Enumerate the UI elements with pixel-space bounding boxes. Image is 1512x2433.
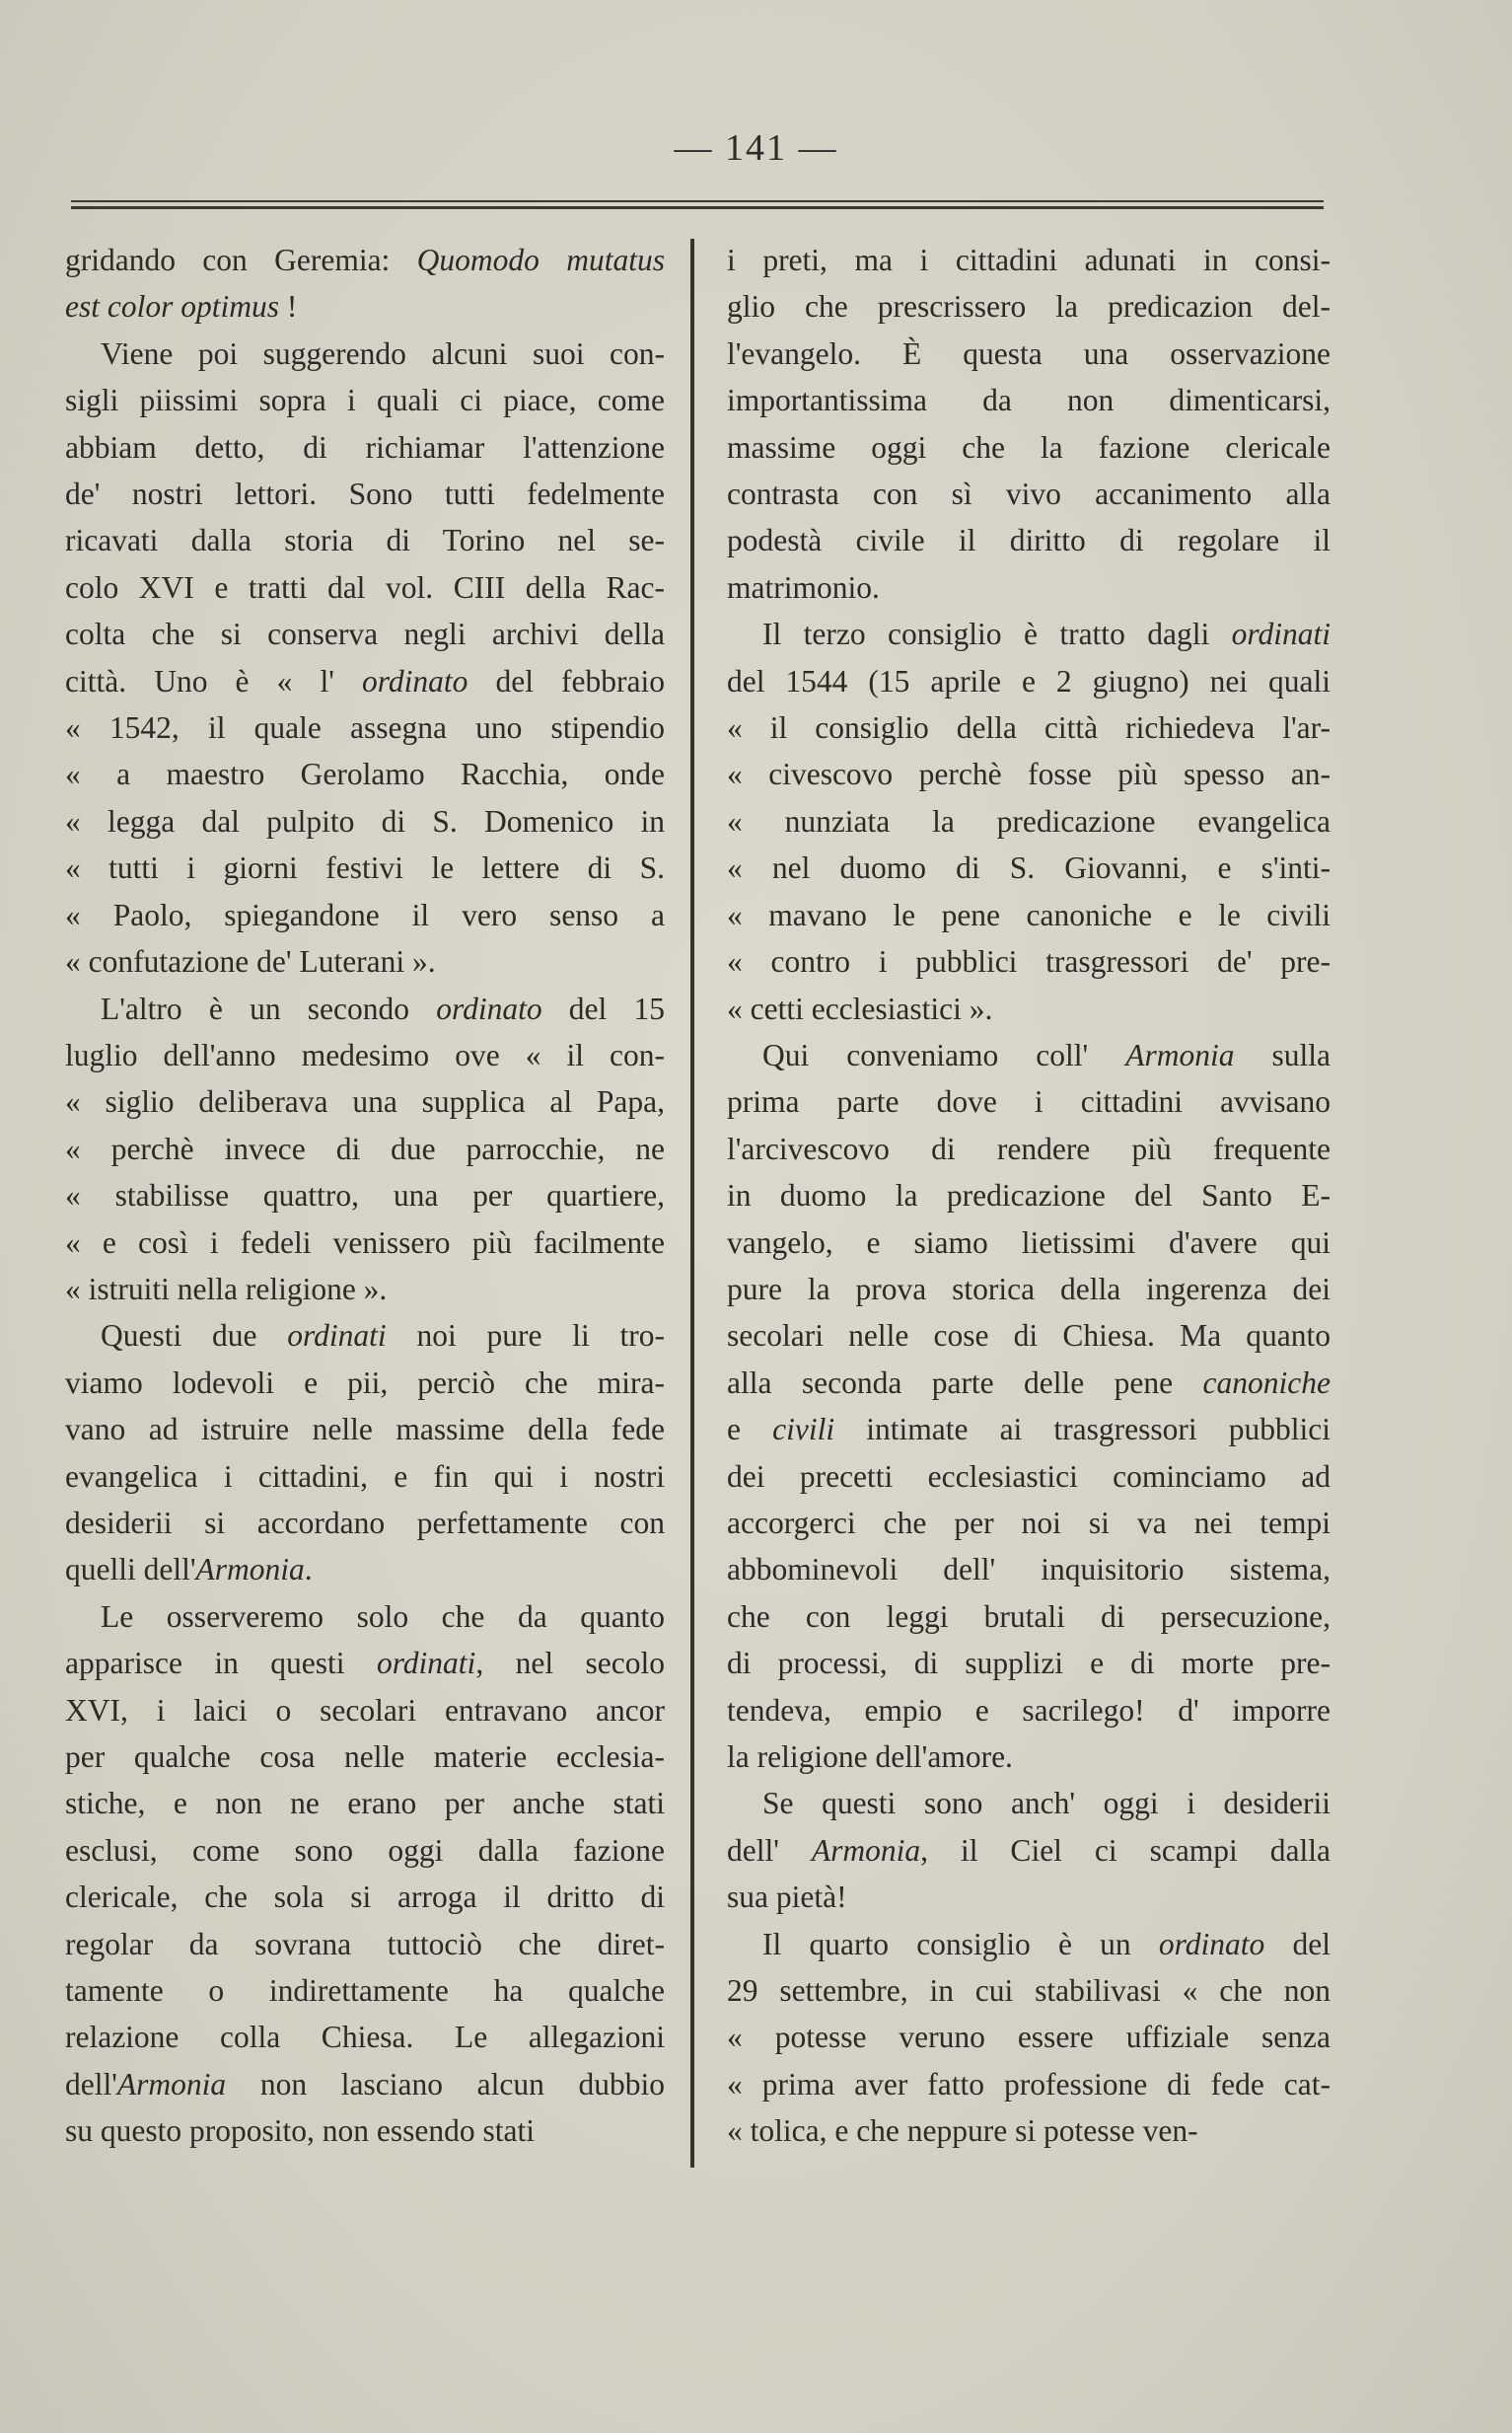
paragraph: [727, 237, 1331, 611]
text-line: « cetti ecclesiastici ».: [727, 991, 993, 1026]
text-line: secolari nelle cose di Chiesa. Ma quanto: [727, 1318, 1331, 1354]
text-line: « stabilisse quattro, una per quartiere,: [65, 1178, 665, 1214]
header-rule: [71, 200, 1324, 209]
text-line: del 1544 (15 aprile e 2 giugno) nei quali: [727, 663, 1331, 699]
text-line: Viene poi suggerendo alcuni suoi con-: [101, 335, 665, 371]
text-line: « contro i pubblici trasgressori de' pre-: [727, 944, 1331, 980]
text-line: l'arcivescovo di rendere più frequente: [727, 1131, 1331, 1166]
text-line: « Paolo, spiegandone il vero senso a: [65, 897, 665, 932]
paragraph: [727, 1921, 1331, 2155]
text-line: che con leggi brutali di persecuzione,: [727, 1598, 1331, 1634]
text-line: ricavati dalla storia di Torino nel se-: [65, 523, 665, 558]
text-line: clericale, che sola si arroga il dritto di: [65, 1880, 665, 1915]
text-line: « a maestro Gerolamo Racchia, onde: [65, 757, 665, 792]
text-line: « siglio deliberava una supplica al Papa,: [65, 1084, 665, 1120]
paragraph: [727, 611, 1331, 1032]
text-line: est color optimus !: [65, 289, 298, 325]
text-line: colta che si conserva negli archivi della: [65, 617, 665, 652]
text-line: stiche, e non ne erano per anche stati: [65, 1786, 665, 1821]
text-line: luglio dell'anno medesimo ove « il con-: [65, 1037, 665, 1072]
page-number: — 141 —: [674, 127, 838, 169]
text-line: esclusi, come sono oggi dalla fazione: [65, 1832, 665, 1868]
text-line: « perchè invece di due parrocchie, ne: [65, 1131, 665, 1166]
text-line: quelli dell'Armonia.: [65, 1552, 313, 1587]
text-line: podestà civile il diritto di regolare il: [727, 523, 1331, 558]
text-line: tamente o indirettamente ha qualche: [65, 1973, 665, 2009]
text-line: L'altro è un secondo ordinato del 15: [101, 991, 666, 1026]
text-line: dell' Armonia, il Ciel ci scampi dalla: [727, 1832, 1331, 1868]
text-line: viamo lodevoli e pii, perciò che mira-: [65, 1364, 665, 1400]
left-column: [65, 237, 665, 2155]
text-line: « legga dal pulpito di S. Domenico in: [65, 803, 665, 839]
text-line: sigli piissimi sopra i quali ci piace, come: [65, 383, 665, 418]
text-line: vangelo, e siamo lietissimi d'avere qui: [727, 1224, 1331, 1260]
text-line: di processi, di supplizi e di morte pre-: [727, 1646, 1331, 1681]
text-line: relazione colla Chiesa. Le allegazioni: [65, 2020, 665, 2055]
text-line: per qualche cosa nelle materie ecclesia-: [65, 1739, 665, 1774]
text-line: gridando con Geremia: Quomodo mutatus: [65, 243, 665, 277]
text-line: « prima aver fatto professione di fede cat-: [727, 2066, 1331, 2101]
text-line: dei precetti ecclesiastici cominciamo ad: [727, 1458, 1331, 1494]
text-line: desiderii si accordano perfettamente con: [65, 1505, 665, 1540]
paragraph: [65, 1312, 665, 1592]
text-line: i preti, ma i cittadini adunati in consi-: [727, 243, 1331, 277]
paragraph: [65, 986, 665, 1313]
text-line: la religione dell'amore.: [727, 1739, 1013, 1774]
text-line: « 1542, il quale assegna uno stipendio: [65, 710, 665, 746]
text-line: « tutti i giorni festivi le lettere di S.: [65, 850, 665, 886]
text-line: Il terzo consiglio è tratto dagli ordinati: [762, 617, 1331, 652]
text-line: evangelica i cittadini, e fin qui i nostri: [65, 1458, 665, 1494]
text-line: XVI, i laici o secolari entravano ancor: [65, 1692, 665, 1728]
paragraph: [65, 1593, 665, 2155]
text-line: abbominevoli dell' inquisitorio sistema,: [727, 1552, 1331, 1587]
text-line: prima parte dove i cittadini avvisano: [727, 1084, 1331, 1120]
text-line: pure la prova storica della ingerenza dei: [727, 1271, 1331, 1306]
text-line: accorgerci che per noi si va nei tempi: [727, 1505, 1331, 1540]
text-line: de' nostri lettori. Sono tutti fedelmente: [65, 477, 665, 512]
text-line: dell'Armonia non lasciano alcun dubbio: [65, 2066, 665, 2101]
paragraph: [727, 1780, 1331, 1920]
text-line: e civili intimate ai trasgressori pubblici: [727, 1412, 1331, 1447]
text-line: alla seconda parte delle pene canoniche: [727, 1364, 1331, 1400]
paragraph: [65, 237, 665, 331]
text-line: abbiam detto, di richiamar l'attenzione: [65, 429, 665, 465]
text-line: « nel duomo di S. Giovanni, e s'inti-: [727, 850, 1331, 886]
text-line: « mavano le pene canoniche e le civili: [727, 897, 1331, 932]
text-line: « civescovo perchè fosse più spesso an-: [727, 757, 1331, 792]
text-line: Qui conveniamo coll' Armonia sulla: [762, 1037, 1331, 1072]
text-line: Questi due ordinati noi pure li tro-: [101, 1318, 665, 1354]
text-line: vano ad istruire nelle massime della fede: [65, 1412, 665, 1447]
text-line: « istruiti nella religione ».: [65, 1271, 388, 1306]
text-line: colo XVI e tratti dal vol. CIII della Rac-: [65, 569, 665, 605]
text-line: « nunziata la predicazione evangelica: [727, 803, 1331, 839]
text-line: importantissima da non dimenticarsi,: [727, 383, 1331, 418]
paragraph: [65, 331, 665, 986]
text-line: contrasta con sì vivo accanimento alla: [727, 477, 1331, 512]
paragraph: [727, 1032, 1331, 1781]
text-line: massime oggi che la fazione clericale: [727, 429, 1331, 465]
text-line: in duomo la predicazione del Santo E-: [727, 1178, 1331, 1214]
text-line: tendeva, empio e sacrilego! d' imporre: [727, 1692, 1331, 1728]
text-line: 29 settembre, in cui stabilivasi « che non: [727, 1973, 1331, 2009]
text-line: sua pietà!: [727, 1880, 847, 1915]
text-line: città. Uno è « l' ordinato del febbraio: [65, 663, 665, 699]
text-line: glio che prescrissero la predicazion del-: [727, 289, 1331, 325]
text-line: « potesse veruno essere uffiziale senza: [727, 2020, 1331, 2055]
text-line: Il quarto consiglio è un ordinato del: [762, 1926, 1331, 1961]
text-line: « tolica, e che neppure si potesse ven-: [727, 2113, 1198, 2149]
text-line: Le osserveremo solo che da quanto: [101, 1598, 665, 1634]
text-line: « confutazione de' Luterani ».: [65, 944, 436, 980]
text-line: Se questi sono anch' oggi i desiderii: [762, 1786, 1331, 1821]
column-divider: [690, 239, 694, 2168]
text-line: matrimonio.: [727, 569, 880, 605]
text-line: su questo proposito, non essendo stati: [65, 2113, 535, 2149]
text-line: regolar da sovrana tuttociò che diret-: [65, 1926, 665, 1961]
text-line: l'evangelo. È questa una osservazione: [727, 335, 1331, 371]
right-column: [727, 237, 1331, 2155]
text-line: « il consiglio della città richiedeva l'ar-: [727, 710, 1331, 746]
text-line: « e così i fedeli venissero più facilmente: [65, 1224, 665, 1260]
text-line: apparisce in questi ordinati, nel secolo: [65, 1646, 665, 1681]
